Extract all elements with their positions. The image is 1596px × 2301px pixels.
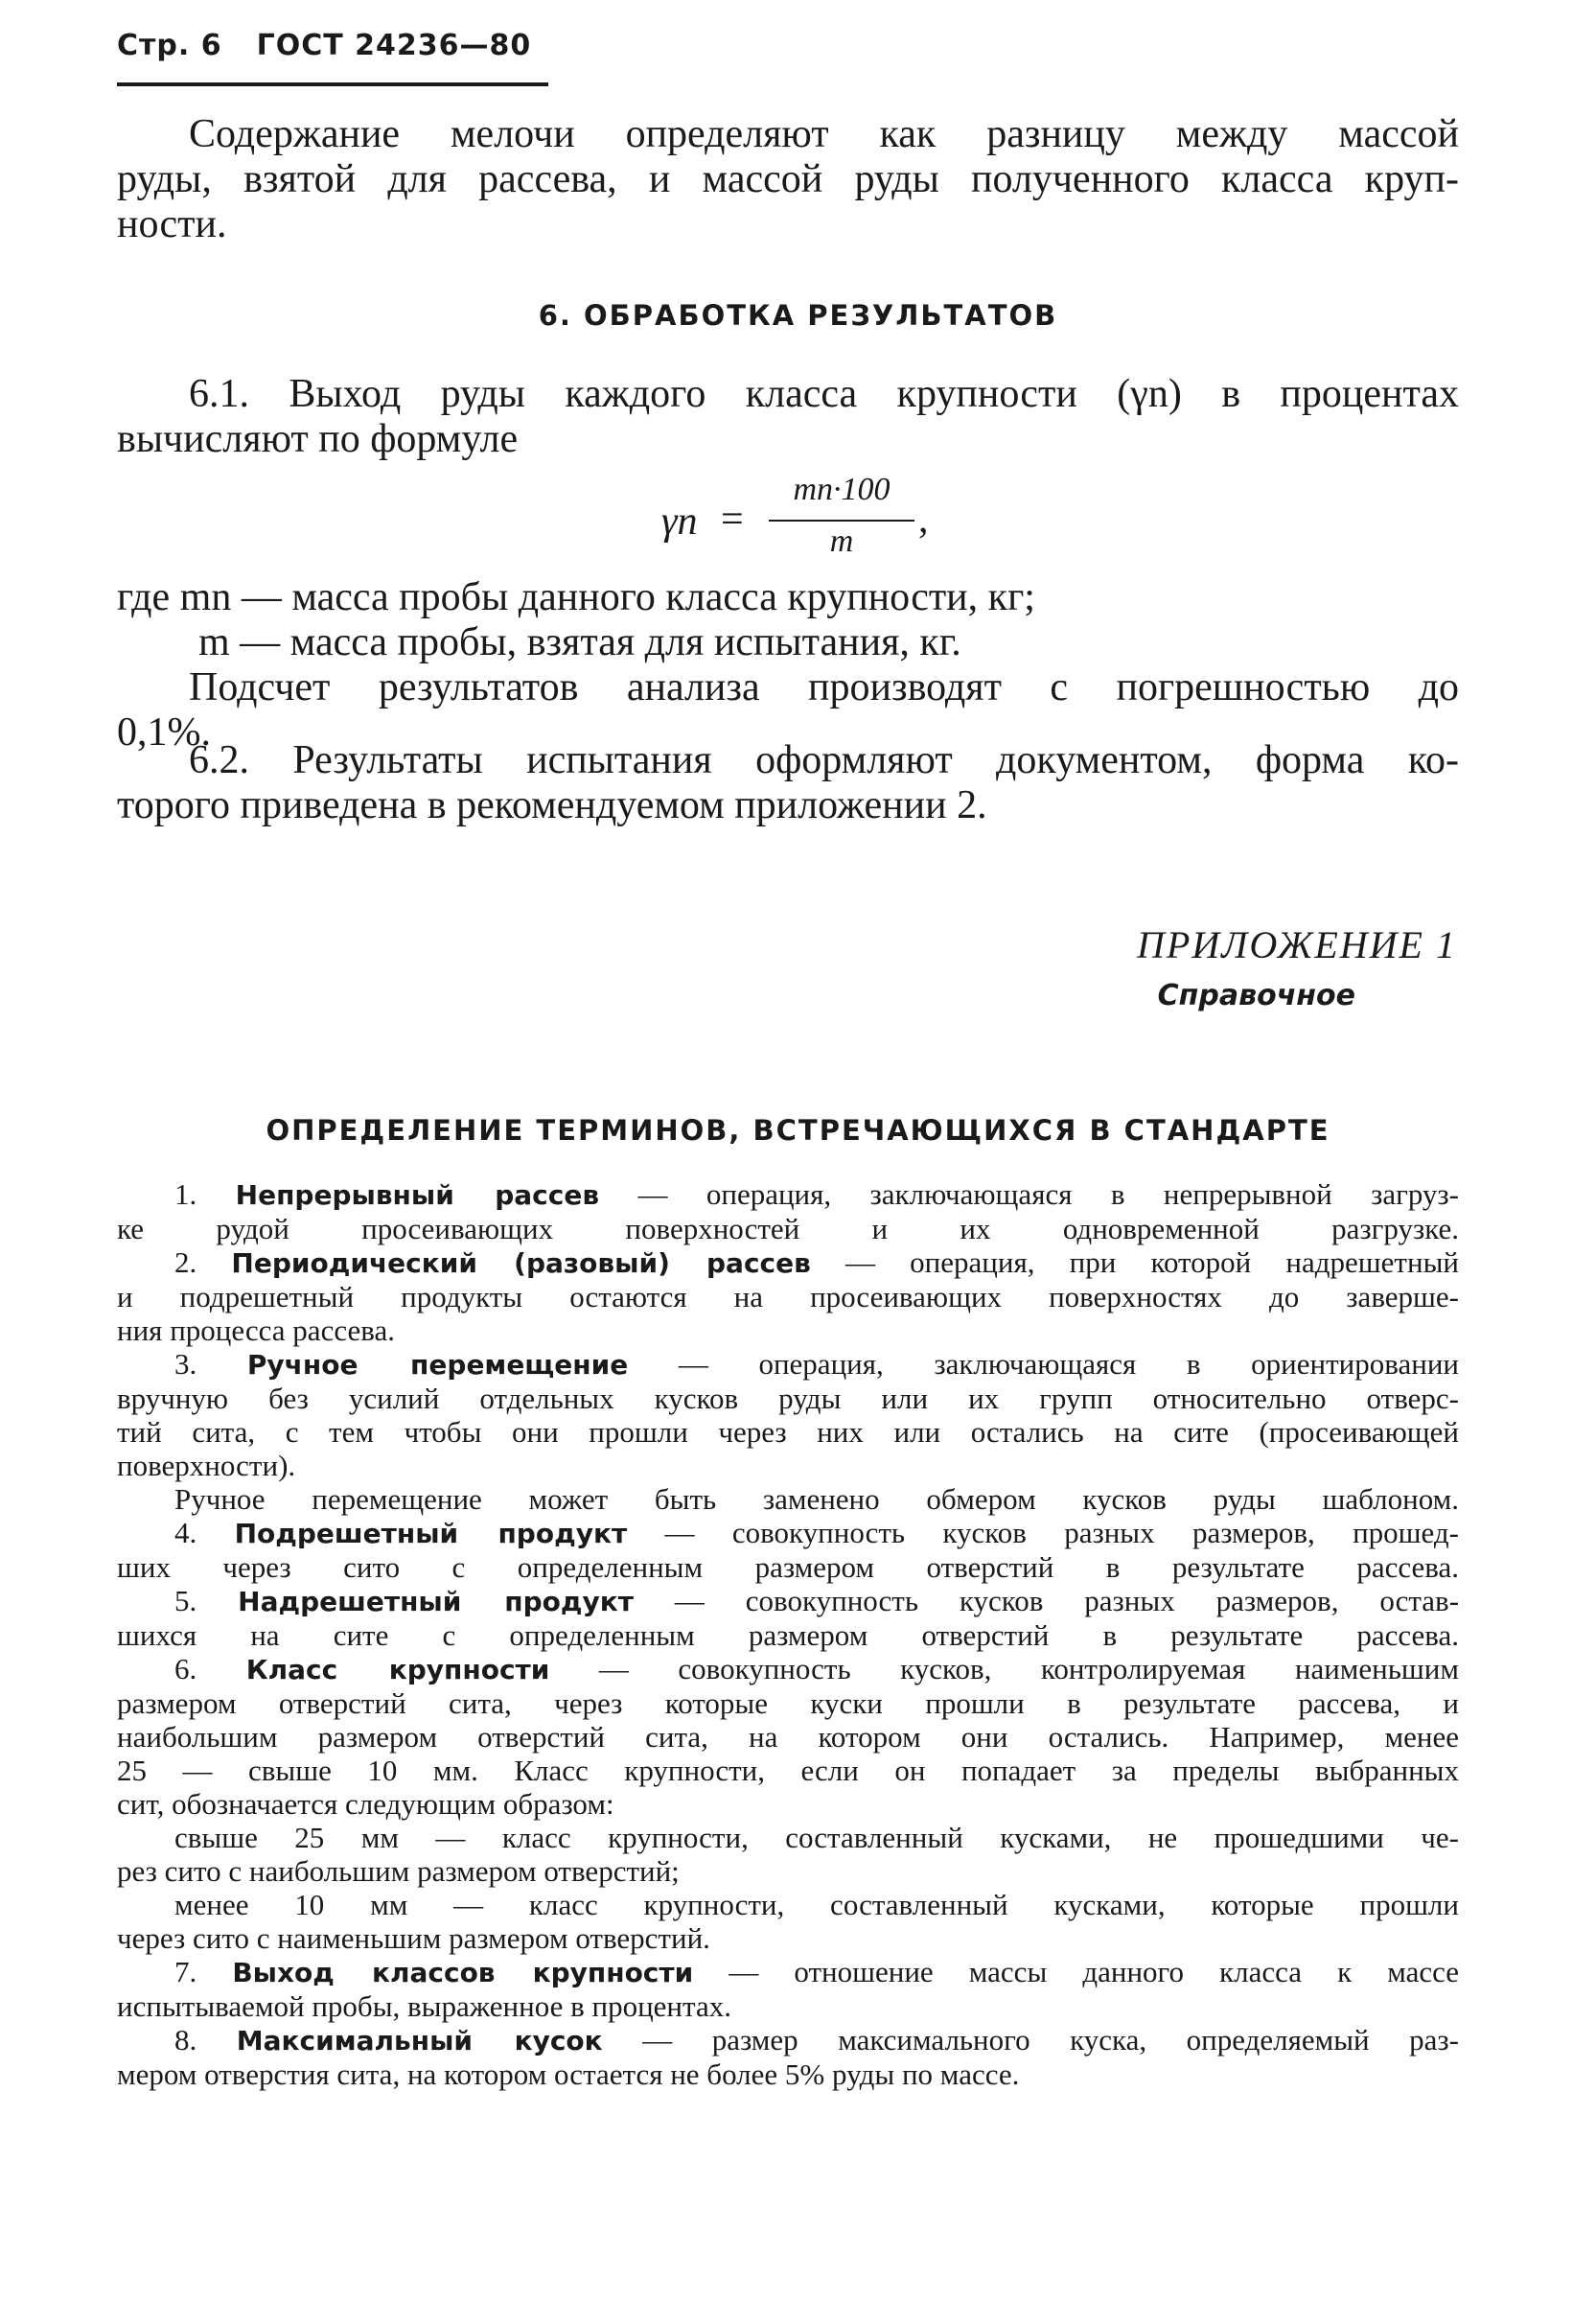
formula-numerator: mn·100 bbox=[793, 472, 891, 507]
definition-text: шихся на сите с определенным размером отверстий в результате рассева. bbox=[117, 1618, 1459, 1652]
definition-text: через сито с наименьшим размером отверстий. bbox=[117, 1921, 710, 1955]
formula-comma: , bbox=[918, 498, 929, 542]
definition-text: — совокупность кусков разных размеров, прошед- bbox=[627, 1516, 1459, 1549]
definition-text: — совокупность кусков, контролируемая наименьшим bbox=[549, 1652, 1459, 1685]
definition-number: 1. bbox=[174, 1177, 236, 1211]
definition-line bbox=[117, 1212, 1459, 1245]
standard-code: ГОСТ 24236—80 bbox=[256, 29, 532, 62]
definition-text: ния процесса рассева. bbox=[117, 1313, 395, 1347]
definition-term: Класс крупности bbox=[245, 1654, 550, 1685]
p61-line-1: 6.1. Выход руды каждого класса крупности (γn) в процентах bbox=[189, 372, 1459, 416]
definition-text: рез сито с наибольшим размером отверстий; bbox=[117, 1854, 680, 1888]
definition-number: 5. bbox=[174, 1584, 239, 1617]
page-header bbox=[117, 29, 531, 62]
definition-number: 4. bbox=[174, 1516, 235, 1549]
definition-text: ке рудой просеивающих поверхностей и их одновременной разгрузке. bbox=[117, 1212, 1459, 1245]
definition-line bbox=[117, 1347, 1459, 1382]
intro-paragraph bbox=[117, 112, 1459, 247]
definition-text: Ручное перемещение может быть заменено обмером кусков руды шаблоном. bbox=[174, 1482, 1459, 1516]
where-line-4: 0,1%. bbox=[117, 710, 211, 755]
definition-text: — размер максимального куска, определяемый раз- bbox=[602, 2023, 1459, 2057]
definition-line bbox=[117, 1652, 1459, 1686]
definition-line bbox=[117, 1382, 1459, 1415]
definition-text: — операция, при которой надрешетный bbox=[810, 1245, 1459, 1279]
definition-line bbox=[117, 1720, 1459, 1754]
yield-formula bbox=[661, 472, 968, 566]
paragraph-6-1 bbox=[117, 372, 1459, 462]
p62-line-1: 6.2. Результаты испытания оформляют документом, форма ко- bbox=[189, 738, 1459, 782]
definition-line bbox=[117, 1754, 1459, 1787]
definition-line bbox=[117, 2057, 1459, 2091]
definition-text: тий сита, с тем чтобы они прошли через них или остались на сите (просеивающей bbox=[117, 1415, 1459, 1449]
definition-text: вручную без усилий отдельных кусков руды или их групп относительно отверс- bbox=[117, 1382, 1459, 1415]
definition-line bbox=[117, 1482, 1459, 1516]
definition-line bbox=[117, 1415, 1459, 1449]
definition-text: испытываемой пробы, выраженное в процентах. bbox=[117, 1989, 731, 2023]
definition-term: Надрешетный продукт bbox=[238, 1586, 634, 1617]
definition-line bbox=[117, 1449, 1459, 1482]
definition-term: Максимальный кусок bbox=[236, 2025, 603, 2057]
intro-line-2: руды, взятой для рассева, и массой руды полученного класса круп- bbox=[117, 157, 1459, 201]
header-rule bbox=[117, 82, 548, 86]
definition-line bbox=[117, 1618, 1459, 1652]
where-line-1: где mn — масса пробы данного класса крупности, кг; bbox=[117, 575, 1035, 619]
definition-text: — отношение массы данного класса к массе bbox=[693, 1955, 1460, 1988]
definition-line bbox=[117, 1516, 1459, 1550]
definition-text: свыше 25 мм — класс крупности, составленный кусками, не прошедшими че- bbox=[174, 1821, 1459, 1854]
paragraph-6-2 bbox=[117, 738, 1459, 828]
definition-line bbox=[117, 1584, 1459, 1618]
definition-text: 25 — свыше 10 мм. Класс крупности, если он попадает за пределы выбранных bbox=[117, 1754, 1459, 1787]
definition-term: Непрерывный рассев bbox=[235, 1179, 600, 1211]
definition-line bbox=[117, 1955, 1459, 1989]
formula-lhs: γn bbox=[661, 500, 698, 544]
definition-number: 6. bbox=[174, 1652, 246, 1685]
where-block bbox=[117, 575, 1459, 755]
definition-line bbox=[117, 1313, 1459, 1347]
definition-line bbox=[117, 1686, 1459, 1720]
definition-text: наибольшим размером отверстий сита, на котором они остались. Например, менее bbox=[117, 1720, 1459, 1754]
definition-text: поверхности). bbox=[117, 1449, 296, 1482]
page-number: Стр. 6 bbox=[117, 29, 222, 62]
where-line-3: Подсчет результатов анализа производят с погрешностью до bbox=[189, 665, 1459, 709]
definition-line bbox=[117, 1854, 1459, 1888]
definition-text: менее 10 мм — класс крупности, составленный кусками, которые прошли bbox=[174, 1888, 1459, 1921]
definition-line bbox=[117, 1921, 1459, 1955]
definition-number: 7. bbox=[174, 1955, 233, 1988]
definition-line bbox=[117, 1245, 1459, 1280]
p61-line-2: вычисляют по формуле bbox=[117, 417, 519, 461]
definition-text: сит, обозначается следующим образом: bbox=[117, 1787, 614, 1821]
definition-line bbox=[117, 2023, 1459, 2057]
section-6-title: 6. ОБРАБОТКА РЕЗУЛЬТАТОВ bbox=[538, 299, 1058, 332]
appendix-title: ПРИЛОЖЕНИЕ 1 bbox=[1137, 923, 1457, 966]
formula-denominator: m bbox=[829, 523, 854, 559]
appendix-heading bbox=[959, 922, 1457, 1012]
definition-term: Выход классов крупности bbox=[232, 1957, 694, 1988]
definition-line bbox=[117, 1177, 1459, 1212]
definition-text: размером отверстий сита, через которые куски прошли в результате рассева, и bbox=[117, 1686, 1459, 1720]
appendix-subtitle: Справочное bbox=[1157, 979, 1355, 1012]
definition-term: Периодический (разовый) рассев bbox=[231, 1247, 811, 1279]
definitions-title: ОПРЕДЕЛЕНИЕ ТЕРМИНОВ, ВСТРЕЧАЮЩИХСЯ В СТАНДАРТЕ bbox=[266, 1114, 1330, 1147]
definition-line bbox=[117, 1787, 1459, 1821]
definition-number: 2. bbox=[174, 1245, 232, 1279]
definition-number: 8. bbox=[174, 2023, 237, 2057]
definition-number: 3. bbox=[174, 1347, 247, 1381]
intro-line-1: Содержание мелочи определяют как разницу между массой bbox=[189, 112, 1459, 156]
definition-line bbox=[117, 1550, 1459, 1584]
where-line-2: m — масса пробы, взятая для испытания, кг. bbox=[198, 620, 961, 664]
definition-line bbox=[117, 1888, 1459, 1921]
definition-text: и подрешетный продукты остаются на просеивающих поверхностях до заверше- bbox=[117, 1280, 1459, 1313]
definition-text: — операция, заключающаяся в ориентировании bbox=[628, 1347, 1460, 1381]
definitions-list bbox=[117, 1177, 1459, 2091]
formula-equals: = bbox=[721, 498, 744, 542]
definition-text: ших через сито с определенным размером отверстий в результате рассева. bbox=[117, 1550, 1459, 1584]
fraction-bar bbox=[769, 520, 914, 522]
definition-text: мером отверстия сита, на котором остается не более 5% руды по массе. bbox=[117, 2057, 1020, 2091]
definition-term: Подрешетный продукт bbox=[234, 1518, 628, 1549]
definition-text: — операция, заключающаяся в непрерывной загруз- bbox=[599, 1177, 1460, 1211]
definition-text: — совокупность кусков разных размеров, остав- bbox=[634, 1584, 1460, 1617]
definition-line bbox=[117, 1989, 1459, 2023]
definition-line bbox=[117, 1821, 1459, 1854]
definition-line bbox=[117, 1280, 1459, 1313]
definition-term: Ручное перемещение bbox=[246, 1349, 629, 1381]
intro-line-3: ности. bbox=[117, 202, 227, 246]
p62-line-2: торого приведена в рекомендуемом приложении 2. bbox=[117, 783, 987, 827]
